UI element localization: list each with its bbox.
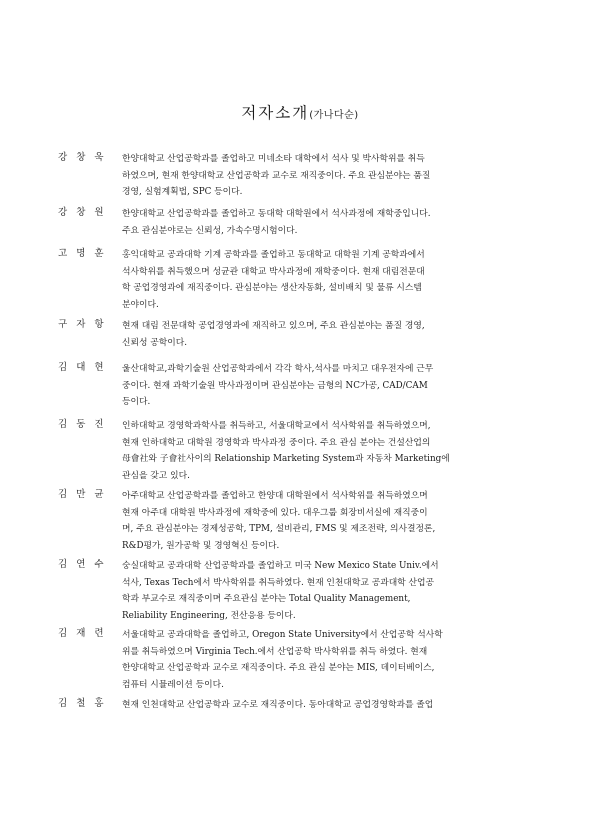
author-bio: [122, 558, 478, 624]
author-bio: [122, 488, 478, 554]
bio-line: 위를 취득하였으며 Virginia Tech.에서 산업공학 박사학위를 취득 하였다. 현재: [122, 646, 428, 657]
author-name: 김 재 련: [58, 628, 107, 639]
page-title: [0, 101, 600, 123]
author-name: 강 창 원: [58, 207, 107, 218]
author-bio: [122, 418, 478, 484]
author-bio: [122, 247, 478, 313]
bio-line: 한양대학교 산업공학과를 졸업하고 미네소타 대학에서 석사 및 박사학위를 취득: [122, 154, 425, 164]
bio-line: 학과 부교수로 재직중이며 주요관심 분야는 Total Quality Management,: [122, 594, 411, 604]
author-bio: [122, 361, 478, 411]
bio-line: 母會社와 子會社사이의 Relationship Marketing System과 자동차 Marketing에: [122, 454, 450, 464]
author-bio: [122, 697, 478, 714]
bio-line: 현재 인하대학교 대학원 경영학과 박사과정 중이다. 주요 관심 분야는 건설산업의: [122, 437, 431, 448]
bio-line: 컴퓨터 시뮬레이션 등이다.: [122, 679, 224, 690]
author-name: 김 연 수: [58, 559, 107, 570]
bio-line: 한양대학교 산업공학과를 졸업하고 동대학 대학원에서 석사과정에 재학중입니다.: [122, 209, 431, 219]
author-name: 고 명 훈: [58, 248, 107, 259]
bio-line: 관심을 갖고 있다.: [122, 470, 190, 481]
author-name: 구 자 항: [58, 319, 107, 330]
bio-line: 며, 주요 관심분야는 경제성공학, TPM, 설비관리, FMS 및 제조전략, 의사결정론,: [122, 524, 436, 534]
title-subtitle: (가나다순): [309, 110, 359, 121]
bio-line: 중이다. 현재 과학기술원 박사과정이며 관심분야는 금형의 NC가공, CAD/CAM: [122, 380, 428, 391]
bio-line: 신뢰성 공학이다.: [122, 337, 188, 348]
bio-line: 홍익대학교 공과대학 기계 공학과를 졸업하고 동대학교 대학원 기계 공학과에서: [122, 250, 425, 260]
author-name: 김 동 진: [58, 419, 107, 430]
title-main: 저자소개: [241, 104, 310, 122]
bio-line: 석사, Texas Tech에서 박사학위를 취득하였다. 현재 인천대학교 공과대학 산업공: [122, 577, 434, 588]
bio-line: 학 공업경영과에 재직중이다. 관심분야는 생산자동화, 설비배치 및 물류 시스템: [122, 283, 422, 293]
author-name: 강 창 욱: [58, 152, 107, 163]
bio-line: Reliability Engineering, 전산응용 등이다.: [122, 610, 296, 621]
bio-line: 하였으며, 현재 한양대학교 산업공학과 교수로 재직중이다. 주요 관심분야는 품질: [122, 170, 431, 181]
bio-line: 경영, 실험계획법, SPC 등이다.: [122, 187, 243, 197]
author-bio: [122, 627, 478, 693]
author-name: 김 만 균: [58, 489, 107, 500]
author-bio: [122, 206, 478, 239]
author-name: 김 대 현: [58, 362, 107, 373]
bio-line: 등이다.: [122, 397, 151, 407]
bio-line: 분야이다.: [122, 299, 159, 310]
bio-line: 한양대학교 산업공학과 교수로 재직중이다. 주요 관심 분야는 MIS, 데이터베이스,: [122, 663, 435, 673]
bio-line: 울산대학교,과학기술원 산업공학과에서 각각 학사,석사를 마치고 대우전자에 근무: [122, 364, 434, 374]
author-bio: [122, 151, 478, 201]
author-bio: [122, 318, 478, 351]
bio-line: 현재 아주대 대학원 박사과정에 재학중에 있다. 대우그룹 회장비서실에 재직중이: [122, 507, 428, 518]
bio-line: 현재 대림 전문대학 공업경영과에 재직하고 있으며, 주요 관심분야는 품질 경영,: [122, 321, 425, 331]
bio-line: R&D평가, 원가공학 및 경영혁신 등이다.: [122, 540, 280, 551]
bio-line: 주요 관심분야로는 신뢰성, 가속수명시험이다.: [122, 225, 298, 236]
bio-line: 현재 인천대학교 산업공학과 교수로 재직중이다. 동아대학교 공업경영학과를 졸업: [122, 700, 434, 710]
bio-line: 인하대학교 경영학과학사를 취득하고, 서울대학교에서 석사학위를 취득하였으며,: [122, 421, 431, 431]
bio-line: 숭실대학교 공과대학 산업공학과를 졸업하고 미국 New Mexico State Univ.에서: [122, 561, 439, 571]
bio-line: 석사학위를 취득했으며 성균관 대학교 박사과정에 재학중이다. 현재 대림전문대: [122, 266, 425, 277]
bio-line: 서울대학교 공과대학을 졸업하고, Oregon State University에서 산업공학 석사학: [122, 630, 443, 640]
bio-line: 아주대학교 산업공학과를 졸업하고 한양대 대학원에서 석사학위를 취득하였으며: [122, 491, 428, 501]
author-name: 김 철 홍: [58, 698, 107, 709]
